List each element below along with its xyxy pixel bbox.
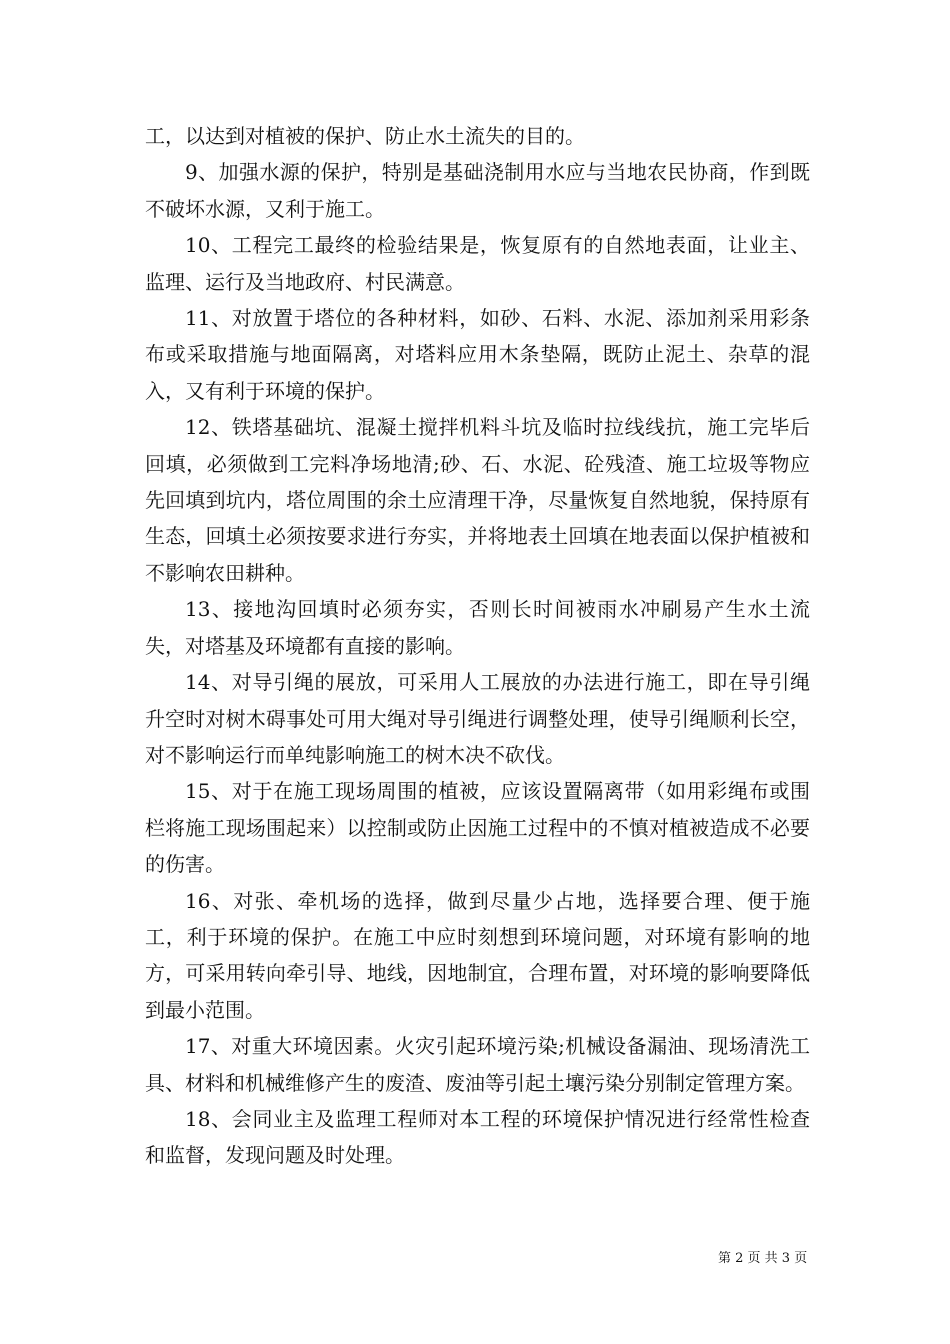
paragraph-item-16: 16、对张、牵机场的选择，做到尽量少占地，选择要合理、便于施工，利于环境的保护。在施工中应时刻想到环境问题，对环境有影响的地方，可采用转向牵引导、地线，因地制宜，合理布置，对环境的影响要降低到最小范围。: [145, 888, 810, 1022]
paragraph-item-9: 9、加强水源的保护，特别是基础浇制用水应与当地农民协商，作到既不破坏水源，又利于施工。: [145, 160, 810, 221]
paragraph-item-18: 18、会同业主及监理工程师对本工程的环境保护情况进行经常性检查和监督，发现问题及时处理。: [145, 1106, 810, 1168]
paragraph-continuation: 工，以达到对植被的保护、防止水土流失的目的。: [145, 124, 585, 148]
paragraph-item-13: 13、接地沟回填时必须夯实，否则长时间被雨水冲刷易产生水土流失，对塔基及环境都有直接的影响。: [145, 597, 810, 658]
paragraph-item-11: 11、对放置于塔位的各种材料，如砂、石料、水泥、添加剂采用彩条布或采取措施与地面隔离，对塔料应用木条垫隔，既防止泥土、杂草的混入，又有利于环境的保护。: [145, 306, 810, 403]
paragraph-item-14: 14、对导引绳的展放，可采用人工展放的办法进行施工，即在导引绳升空时对树木碍事处可用大绳对导引绳进行调整处理，使导引绳顺利长空，对不影响运行而单纯影响施工的树木决不砍伐。: [145, 670, 810, 767]
document-body: [145, 118, 810, 1174]
paragraph-item-12: 12、铁塔基础坑、混凝土搅拌机料斗坑及临时拉线线抗，施工完毕后回填，必须做到工完料净场地清;砂、石、水泥、砼残渣、施工垃圾等物应先回填到坑内，塔位周围的余土应清理干净，尽量恢复自然地貌，保持原有生态，回填土必须按要求进行夯实，并将地表土回填在地表面以保护植被和不影响农田耕种。: [145, 415, 810, 585]
paragraph-item-17: 17、对重大环境因素。火灾引起环境污染;机械设备漏油、现场清洗工具、材料和机械维修产生的废渣、废油等引起土壤污染分别制定管理方案。: [145, 1034, 810, 1095]
page-number-footer: 第 2 页 共 3 页: [718, 1251, 808, 1266]
paragraph-item-15: 15、对于在施工现场周围的植被，应该设置隔离带（如用彩绳布或围栏将施工现场围起来）以控制或防止因施工过程中的不慎对植被造成不必要的伤害。: [145, 779, 810, 877]
paragraph-item-10: 10、工程完工最终的检验结果是，恢复原有的自然地表面，让业主、监理、运行及当地政府、村民满意。: [145, 233, 810, 294]
